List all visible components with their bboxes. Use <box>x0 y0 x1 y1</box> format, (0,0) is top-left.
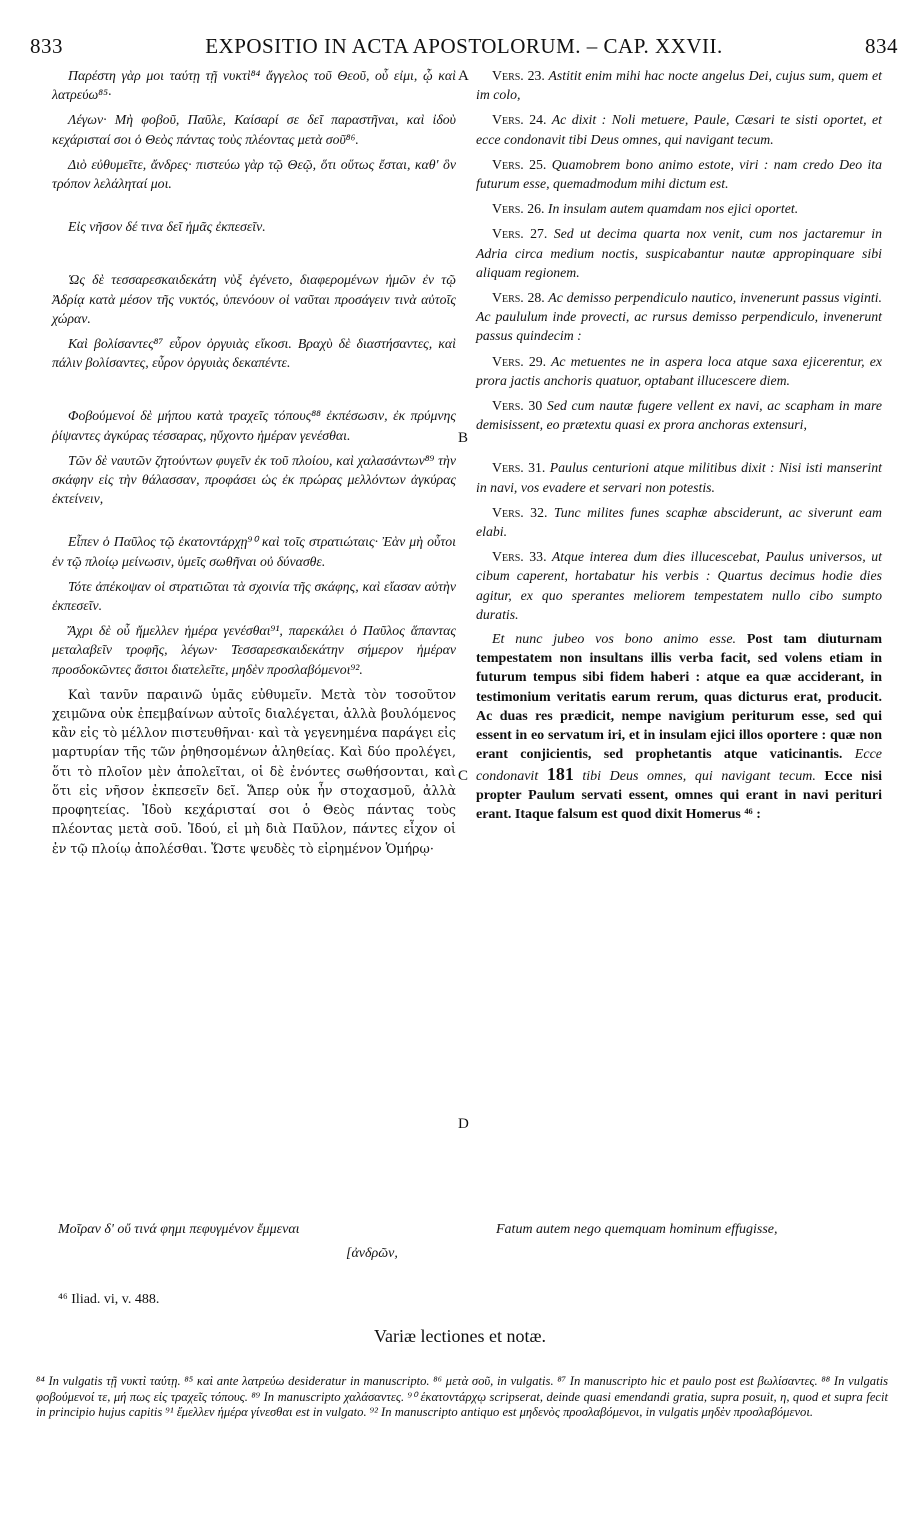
greek-paragraph: Εἶπεν ὁ Παῦλος τῷ ἑκατοντάρχῃ⁹⁰ καὶ τοῖς στρατιώταις· Ἐὰν μὴ οὗτοι ἐν τῷ πλοίῳ μείνωσιν, ὑμεῖς σωθῆναι οὐ δύνασθε. <box>52 534 456 569</box>
lemma: Ecce condonavit <box>476 747 882 784</box>
verse-text: Sed ut decima quarta nox venit, cum nos jactaremur in Adria circa medium noctis, suspicabantur nautæ appropinquare sibi aliquam regionem. <box>476 226 883 280</box>
column-number: 181 <box>546 763 574 784</box>
verse-label: Vers. 26. <box>492 201 545 217</box>
lemma: Et nunc jubeo vos bono animo esse. <box>492 632 737 648</box>
page-number-right: 834 <box>865 34 898 58</box>
variae-title: Variæ lectiones et notæ. <box>374 1326 546 1346</box>
greek-paragraph: Ἄχρι δὲ οὗ ἤμελλεν ἡμέρα γενέσθαι⁹¹, παρεκάλει ὁ Παῦλος ἅπαντας μεταλαβεῖν τροφῆς, λέγων· Τεσσαρεσκαιδεκάτην σήμερον ἡμέραν προσδοκῶντες ἄσιτοι διατελεῖτε, μηδὲν προσλαβόμενοι⁹². <box>52 623 456 677</box>
commentary-text: Post tam diuturnam tempestatem non insultans illis verba facit, sed volens etiam in futurum tempus sibi fidem haberi : atque ea quæ acciderant, in testimonium veritatis earum rerum, quas dicturus erat, producit. Ac duas res prædicit, nempe navigium periturum esse, sed qui essent in eo servatum iri, et in insulam ejici illos oportere : quæ non erant conjicientis, sed prophetantis atque vaticinantis. <box>476 632 883 763</box>
verse-label: Vers. 28. <box>492 290 545 306</box>
lemma: tibi Deus omnes, qui navigant tecum. <box>582 768 816 784</box>
greek-paragraph: Διὸ εὐθυμεῖτε, ἄνδρες· πιστεύω γὰρ τῷ Θεῷ, ὅτι οὕτως ἔσται, καθ' ὃν τρόπον λελάληταί μοι. <box>52 156 456 192</box>
latin-commentary <box>476 630 882 824</box>
greek-paragraph: Τῶν δὲ ναυτῶν ζητούντων φυγεῖν ἐκ τοῦ πλοίου, καὶ χαλασάντων⁸⁹ τὴν σκάφην εἰς τὴν θάλασσαν, προφάσει ὡς ἐκ πρώρας μελλόντων ἀγκύρας ἐκτείνειν, <box>52 452 456 507</box>
margin-letter-d: D <box>458 1116 469 1132</box>
commentary-text: Ecce nisi propter Paulum servati essent, omnes qui erant in navi perituri erant. Itaque falsum est quod dixit Homerus ⁴⁶ : <box>476 768 883 822</box>
latin-verse <box>476 288 882 346</box>
verse-text: Ac metuentes ne in aspera loca atque saxa ejicerentur, ex prora jactis anchoris quatuor, optabant illucescere diem. <box>476 353 882 388</box>
latin-verse <box>476 224 882 282</box>
greek-verse-line-1: Μοῖραν δ' οὔ τινά φημι πεφυγμένον ἔμμεναι <box>58 1222 300 1237</box>
running-title: EXPOSITIO IN ACTA APOSTOLORUM. – CAP. XXVII. <box>205 34 723 58</box>
verse-text: Astitit enim mihi hac nocte angelus Dei, cujus sum, quem et im colo, <box>476 68 883 103</box>
latin-verse <box>476 155 882 193</box>
greek-column <box>52 66 456 864</box>
verse-label: Vers. 25. <box>492 156 547 172</box>
greek-paragraph: Παρέστη γὰρ μοι ταύτῃ τῇ νυκτὶ⁸⁴ ἄγγελος τοῦ Θεοῦ, οὗ εἰμι, ᾧ καὶ λατρεύω⁸⁵· <box>52 68 456 103</box>
verse-label: Vers. 33. <box>492 549 547 565</box>
verse-text: Tunc milites funes scaphæ absciderunt, ac siverunt eam elabi. <box>476 504 882 540</box>
footnote: ⁴⁶ Iliad. vi, v. 488. <box>58 1292 160 1307</box>
greek-paragraph: Φοβούμενοί δὲ μήπου κατὰ τραχεῖς τόπους⁸⁸ ἐκπέσωσιν, ἐκ πρύμνης ῥίψαντες ἀγκύρας τέσσαρας, ηὔχοντο ἡμέραν γενέσθαι. <box>52 408 456 443</box>
latin-verse <box>476 110 882 148</box>
verse-text: Ac dixit : Noli metuere, Paule, Cæsari te sisti oportet, et ecce condonavit tibi Deus omnes, qui navigant tecum. <box>476 112 883 147</box>
margin-letter-a: A <box>458 68 469 84</box>
verse-text: Paulus centurioni atque militibus dixit : Nisi isti manserint in navi, vos evadere et servari non potestis. <box>476 460 882 495</box>
greek-verse-line-2: [ἀνδρῶν, <box>346 1246 398 1261</box>
greek-paragraph: Εἰς νῆσον δέ τινα δεῖ ἡμᾶς ἐκπεσεῖν. <box>68 219 266 235</box>
verse-label: Vers. 32. <box>492 504 548 520</box>
verse-label: Vers. 23. <box>492 68 545 83</box>
verse-label: Vers. 31. <box>492 460 546 476</box>
verse-text: Atque interea dum dies illucescebat, Paulus universos, ut cibum caperent, hortabatur his verbis : Quartus decimus hodie dies agitur, ex quo sperantes meliorem tempestatem nullo cibo sumpto duratis. <box>476 549 882 622</box>
variae-notes: ⁸⁴ In vulgatis τῇ νυκτὶ ταύτῃ. ⁸⁵ καὶ ante λατρεύω desideratur in manuscripto. ⁸⁶ μετὰ σοῦ, in vulgatis. ⁸⁷ In manuscripto hic et paulo post est βωλίσαντες. ⁸⁸ In vulgatis φοβούμενοί τε, μή πως εἰς τραχεῖς τόπους. ⁸⁹ In manuscripto χαλάσαντες. ⁹⁰ ἑκατοντάρχῳ scripserat, deinde quasi emendandi gratia, supra posuit, η, quod et supra fecit in principio hujus capitis ⁹¹ ἔμελλεν ἡμέρα γίνεσθαι est in vulgato. ⁹² In manuscripto antiquo est μηδενὸς προσλαβόμενοι, in vulgatis μηδὲν προσλαβόμενοι. <box>36 1374 888 1419</box>
latin-verse-line: Fatum autem nego quemquam hominum effugisse, <box>496 1222 778 1237</box>
verse-label: Vers. 29. <box>492 353 547 369</box>
latin-verse <box>476 396 882 434</box>
greek-paragraph: Τότε ἀπέκοψαν οἱ στρατιῶται τὰ σχοινία τῆς σκάφης, καὶ εἴασαν αὐτὴν ἐκπεσεῖν. <box>52 578 456 614</box>
greek-paragraph: Καὶ βολίσαντες⁸⁷ εὗρον ὀργυιὰς εἴκοσι. Βραχὺ δὲ διαστήσαντες, καὶ πάλιν βολίσαντες, εὗρον ὀργυιὰς δεκαπέντε. <box>52 336 456 371</box>
verse-text: Sed cum nautæ fugere vellent ex navi, ac scapham in mare demisissent, eo prætextu quasi ex prora anchoras extensuri, <box>476 398 882 433</box>
latin-verse <box>476 66 882 104</box>
latin-verse <box>476 352 882 390</box>
margin-letter-c: C <box>458 768 469 784</box>
latin-verse <box>476 199 882 218</box>
verse-text: Ac demisso perpendiculo nautico, invenerunt passus viginti. Ac paululum inde provecti, ac rursus demisso perpendiculo, invenerunt passus quindecim : <box>476 290 882 344</box>
page-header <box>30 34 898 64</box>
latin-column <box>476 66 882 830</box>
latin-verse <box>476 503 882 541</box>
greek-paragraph: Ὡς δὲ τεσσαρεσκαιδεκάτη νὺξ ἐγένετο, διαφερομένων ἡμῶν ἐν τῷ Ἀδρίᾳ κατὰ μέσον τῆς νυκτός, ὑπενόουν οἱ ναῦται προσάγειν τινὰ αὐτοῖς χώραν. <box>52 272 456 326</box>
margin-letter-b: B <box>458 430 469 446</box>
latin-verse <box>476 547 882 624</box>
verse-text: Quamobrem bono animo estote, viri : nam credo Deo ita futurum esse, quemadmodum mihi dictum est. <box>476 156 883 192</box>
verse-label: Vers. 24. <box>492 112 547 128</box>
page-number-left: 833 <box>30 34 63 58</box>
greek-commentary: Καὶ τανῦν παραινῶ ὑμᾶς εὐθυμεῖν. Μετὰ τὸν τοσοῦτον χειμῶνα οὐκ ἐπεμβαίνων αὐτοῖς διαλέγεται, ἀλλὰ βουλόμενος κἂν εἰς τὸ μέλλον πιστευθῆναι· καὶ τὰ γεγενημένα παράγει εἰς μαρτυρίαν τῆς τῶν ῥηθησομένων ἀληθείας. Καὶ δύο προλέγει, ὅτι τὸ πλοῖον μὲν ἀπολεῖται, οἱ δὲ ἐνόντες σωθήσονται, καὶ ὅτι εἰς νῆσον ἐκπεσεῖν δεῖ. Ἅπερ οὐκ ἦν στοχασμοῦ, ἀλλὰ προφητείας. Ἰδοὺ κεχάρισταί σοι ὁ Θεὸς πάντας τοὺς πλέοντας μετὰ σοῦ. Ἰδού, εἰ μὴ διὰ Παῦλον, πάντες εἶχον οἱ ἐν τῷ πλοίῳ ἀπολέσθαι. Ὥστε ψευδὲς τὸ εἰρημένον Ὁμήρῳ· <box>52 686 456 856</box>
verse-label: Vers. 27. <box>492 226 548 242</box>
latin-verse <box>476 458 882 496</box>
verse-text: In insulam autem quamdam nos ejici oportet. <box>547 201 799 217</box>
greek-paragraph: Λέγων· Μὴ φοβοῦ, Παῦλε, Καίσαρί σε δεῖ παραστῆναι, καὶ ἰδοὺ κεχάρισταί σοι ὁ Θεὸς πάντας τοὺς πλέοντας μετὰ σοῦ⁸⁶. <box>52 112 456 147</box>
verse-label: Vers. 30 <box>492 398 543 414</box>
